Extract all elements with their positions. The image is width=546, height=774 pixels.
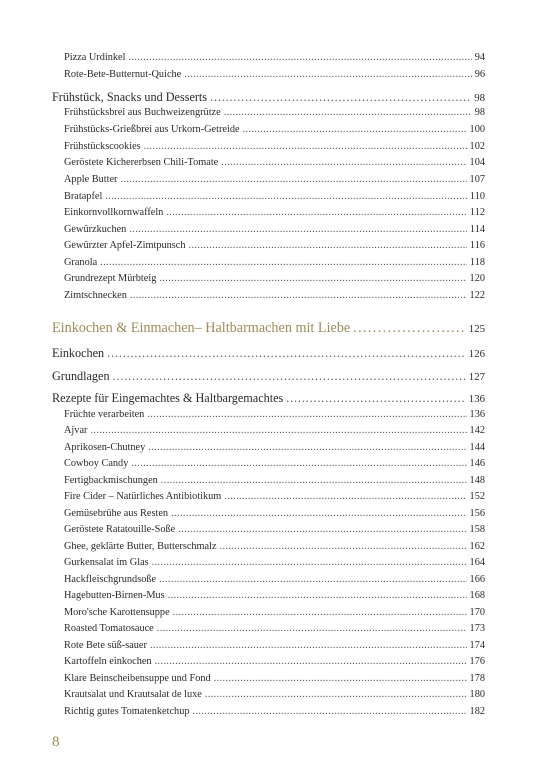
dot-leader — [128, 52, 471, 63]
toc-entry-title: Klare Beinscheibensuppe und Fond — [64, 673, 211, 684]
dot-leader — [147, 409, 466, 420]
toc-entry-title: Grundlagen — [52, 369, 110, 383]
toc-entry — [52, 52, 485, 63]
toc-entry — [52, 656, 485, 667]
dot-leader — [184, 69, 471, 80]
dot-leader — [166, 207, 467, 218]
toc-entry-page: 94 — [474, 52, 485, 63]
dot-leader — [150, 640, 467, 651]
toc-entry-title: Granola — [64, 257, 98, 268]
toc-entry-title: Gewürzter Apfel-Zimtpunsch — [64, 240, 186, 251]
toc-entry-page: 112 — [469, 207, 485, 218]
toc-entry-page: 152 — [469, 491, 485, 502]
toc-entry-page: 127 — [468, 371, 485, 383]
dot-leader — [159, 273, 466, 284]
toc-entry-page: 136 — [469, 409, 485, 420]
dot-leader — [144, 141, 467, 152]
dot-leader — [171, 508, 466, 519]
toc-entry-page: 156 — [469, 508, 485, 519]
toc-entry-title: Roasted Tomatosauce — [64, 623, 154, 634]
toc-entry — [52, 409, 485, 420]
toc-entry-page: 96 — [474, 69, 485, 80]
toc-entry — [52, 425, 485, 436]
dot-leader — [113, 369, 466, 384]
toc-entry-title: Hagebutten-Birnen-Mus — [64, 590, 165, 601]
toc-entry-page: 114 — [469, 224, 485, 235]
dot-leader — [155, 656, 467, 667]
toc-entry-page: 148 — [469, 475, 485, 486]
toc-entry-page: 102 — [469, 141, 485, 152]
toc-entry-title: Gurkensalat im Glas — [64, 557, 149, 568]
dot-leader — [173, 607, 467, 618]
toc-entry-page: 122 — [469, 290, 485, 301]
dot-leader — [286, 391, 466, 406]
dot-leader — [100, 257, 467, 268]
toc-entry — [52, 207, 485, 218]
toc-entry — [52, 69, 485, 80]
toc-entry — [52, 124, 485, 135]
toc-entry — [52, 157, 485, 168]
toc-entry-title: Hackfleischgrundsoße — [64, 574, 157, 585]
dot-leader — [120, 174, 466, 185]
toc-entry — [52, 458, 485, 469]
toc-entry-page: 173 — [469, 623, 485, 634]
dot-leader — [193, 706, 467, 717]
toc-entry-title: Einkochen & Einmachen– Haltbarmachen mit Liebe — [52, 320, 351, 336]
toc-entry-page: 98 — [474, 107, 485, 118]
toc-entry — [52, 508, 485, 519]
toc-entry — [52, 107, 485, 118]
toc-entry-page: 100 — [469, 124, 485, 135]
toc-entry-page: 170 — [469, 607, 485, 618]
toc-entry-title: Grundrezept Mürbteig — [64, 273, 157, 284]
dot-leader — [159, 574, 466, 585]
dot-leader — [129, 224, 467, 235]
toc-entry-title: Früchte verarbeiten — [64, 409, 145, 420]
toc-entry-title: Rezepte für Eingemachtes & Haltbargemachtes — [52, 391, 284, 405]
toc-entry — [52, 541, 485, 552]
toc-entry-title: Rote Bete süß-sauer — [64, 640, 147, 651]
dot-leader — [243, 124, 467, 135]
toc-entry-page: 144 — [469, 442, 485, 453]
toc-entry-title: Moro'sche Karottensuppe — [64, 607, 170, 618]
dot-leader — [205, 689, 467, 700]
toc-entry-title: Apple Butter — [64, 174, 118, 185]
toc-entry-page: 116 — [469, 240, 485, 251]
toc-entry-title: Ghee, geklärte Butter, Butterschmalz — [64, 541, 217, 552]
toc-entry-title: Ajvar — [64, 425, 88, 436]
toc-entry-page: 178 — [469, 673, 485, 684]
dot-leader — [90, 425, 466, 436]
toc-entry-title: Aprikosen-Chutney — [64, 442, 146, 453]
toc-entry — [52, 524, 485, 535]
dot-leader — [214, 673, 467, 684]
toc-entry — [52, 320, 485, 337]
dot-leader — [148, 442, 466, 453]
toc-entry-title: Frühstücks-Grießbrei aus Urkorn-Getreide — [64, 124, 240, 135]
toc-entry-title: Einkochen — [52, 346, 105, 360]
toc-entry — [52, 475, 485, 486]
toc-entry-page: 107 — [469, 174, 485, 185]
toc-entry — [52, 491, 485, 502]
toc-entry-title: Richtig gutes Tomatenketchup — [64, 706, 190, 717]
toc-entry-page: 110 — [469, 191, 485, 202]
toc-entry — [52, 257, 485, 268]
toc-entry-title: Frühstück, Snacks und Desserts — [52, 90, 208, 104]
toc-entry — [52, 346, 485, 361]
toc-entry-page: 98 — [474, 92, 485, 104]
dot-leader — [224, 107, 472, 118]
dot-leader — [157, 623, 467, 634]
toc-entry-title: Fire Cider – Natürliches Antibiotikum — [64, 491, 222, 502]
toc-entry-title: Cowboy Candy — [64, 458, 129, 469]
toc-entry-page: 120 — [469, 273, 485, 284]
toc-entry — [52, 574, 485, 585]
toc-entry-page: 180 — [469, 689, 485, 700]
dot-leader — [105, 191, 467, 202]
toc-entry-title: Gemüsebrühe aus Resten — [64, 508, 169, 519]
toc-entry-title: Frühstückscookies — [64, 141, 141, 152]
toc-entry-page: 125 — [468, 323, 485, 335]
dot-leader — [161, 475, 467, 486]
toc-entry-title: Rote-Bete-Butternut-Quiche — [64, 69, 182, 80]
toc-entry — [52, 442, 485, 453]
dot-leader — [221, 157, 466, 168]
toc-entry-page: 162 — [469, 541, 485, 552]
dot-leader — [189, 240, 467, 251]
toc-entry-page: 176 — [469, 656, 485, 667]
toc-entry-page: 118 — [469, 257, 485, 268]
toc-entry-page: 104 — [469, 157, 485, 168]
toc-entry — [52, 224, 485, 235]
toc-entry-title: Fertigbackmischungen — [64, 475, 158, 486]
toc-entry — [52, 174, 485, 185]
toc-entry-page: 166 — [469, 574, 485, 585]
toc-entry — [52, 557, 485, 568]
toc-entry — [52, 273, 485, 284]
toc-entry-title: Frühstücksbrei aus Buchweizengrütze — [64, 107, 221, 118]
toc-entry — [52, 640, 485, 651]
toc-entry-page: 146 — [469, 458, 485, 469]
dot-leader — [178, 524, 466, 535]
toc-entry-page: 136 — [468, 393, 485, 405]
dot-leader — [220, 541, 467, 552]
toc-entry — [52, 90, 485, 105]
toc-entry-title: Geröstete Ratatouille-Soße — [64, 524, 176, 535]
toc-entry-title: Bratapfel — [64, 191, 103, 202]
toc-entry-title: Einkornvollkornwaffeln — [64, 207, 164, 218]
page-number: 8 — [52, 734, 60, 750]
toc-entry-title: Kartoffeln einkochen — [64, 656, 152, 667]
toc-entry-page: 168 — [469, 590, 485, 601]
toc-entry-page: 164 — [469, 557, 485, 568]
toc-entry — [52, 369, 485, 384]
toc-entry-title: Geröstete Kichererbsen Chili-Tomate — [64, 157, 219, 168]
toc-entry-page: 126 — [468, 348, 485, 360]
toc-entry — [52, 623, 485, 634]
toc-entry — [52, 290, 485, 301]
toc-entry-page: 158 — [469, 524, 485, 535]
toc-entry — [52, 240, 485, 251]
toc-entry-title: Zimtschnecken — [64, 290, 127, 301]
dot-leader — [107, 346, 466, 361]
toc-entry — [52, 673, 485, 684]
dot-leader — [353, 320, 466, 337]
toc-entry — [52, 191, 485, 202]
toc-entry-title: Krautsalat und Krautsalat de luxe — [64, 689, 202, 700]
toc-entry-title: Pizza Urdinkel — [64, 52, 126, 63]
dot-leader — [224, 491, 466, 502]
dot-leader — [210, 90, 471, 105]
dot-leader — [131, 458, 466, 469]
toc-entry — [52, 607, 485, 618]
dot-leader — [168, 590, 467, 601]
dot-leader — [130, 290, 467, 301]
toc-entry — [52, 391, 485, 406]
toc-entry — [52, 590, 485, 601]
toc-entry — [52, 141, 485, 152]
toc-entry-page: 182 — [469, 706, 485, 717]
toc-entry — [52, 689, 485, 700]
toc-entry-page: 142 — [469, 425, 485, 436]
toc-entry — [52, 706, 485, 717]
toc-entry-title: Gewürzkuchen — [64, 224, 127, 235]
toc-entry-page: 174 — [469, 640, 485, 651]
dot-leader — [152, 557, 467, 568]
